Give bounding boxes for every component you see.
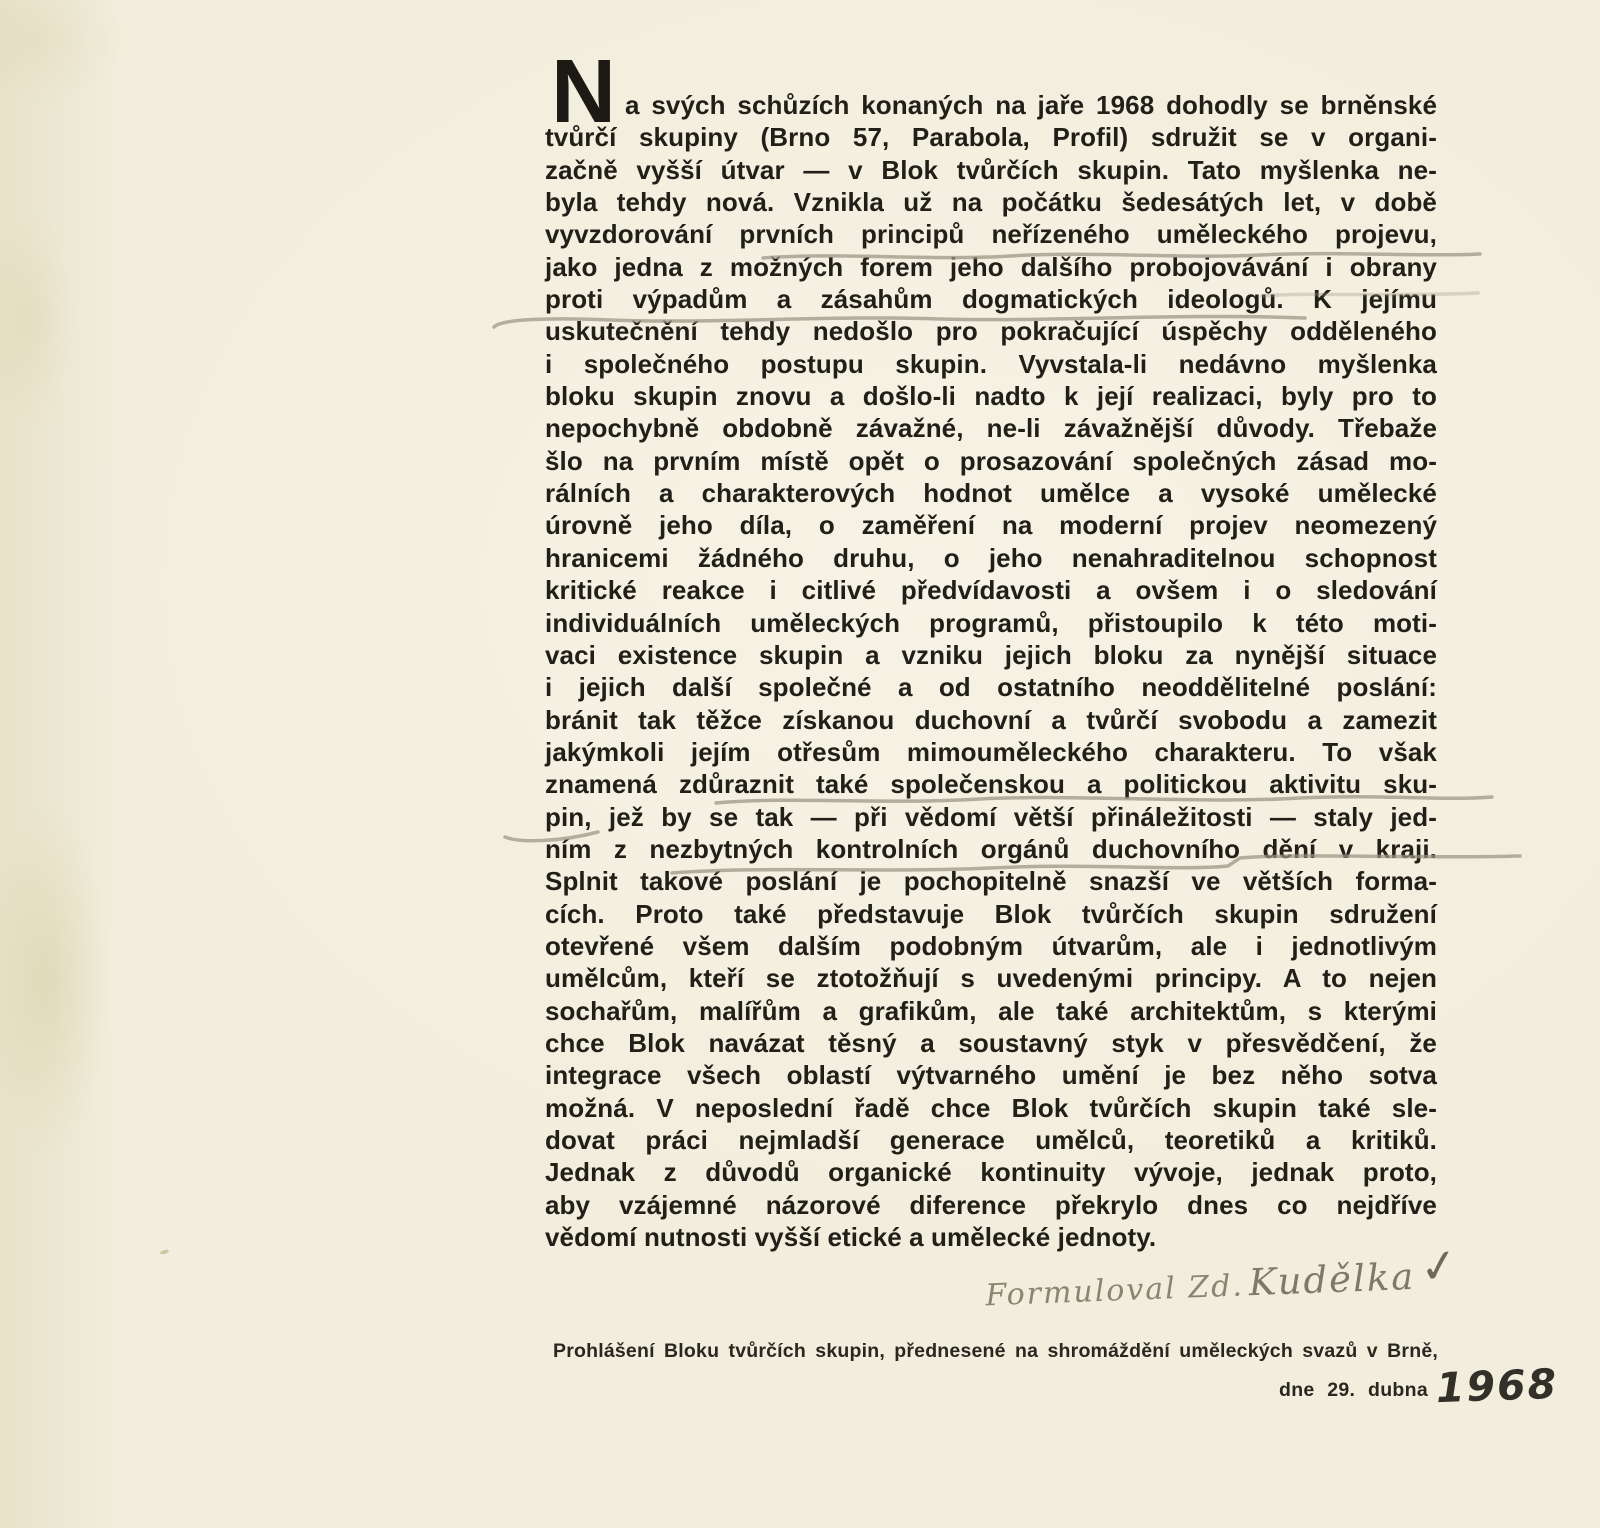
- text-line: rálních a charakterových hodnot umělce a vysoké umělecké: [545, 478, 1437, 509]
- text-line: dovat práci nejmladší generace umělců, teoretiků a kritiků.: [545, 1125, 1437, 1155]
- text-line: úrovně jeho díla, o zaměření na moderní projev neomezený: [545, 510, 1437, 541]
- text-line: a svých schůzích konaných na jaře 1968 dohodly se brněnské: [625, 90, 1437, 120]
- text-line: chce Blok navázat těsný a soustavný styk v přesvědčení, že: [545, 1027, 1437, 1058]
- checkmark-icon: ✓: [1416, 1236, 1463, 1296]
- text-line: otevřené všem dalším podobným útvarům, ale i jednotlivým: [545, 930, 1437, 961]
- text-line: Jednak z důvodů organické kontinuity vývoje, jednak proto,: [545, 1157, 1437, 1188]
- body-text-block: [545, 89, 1437, 1253]
- text-line: kritické reakce i citlivé předvídavosti a ovšem i o sledování: [545, 575, 1437, 606]
- text-line: hranicemi žádného druhu, o jeho nenahraditelnou schopnost: [545, 542, 1437, 573]
- text-line: aby vzájemné názorové diference překrylo dnes co nejdříve: [545, 1189, 1437, 1220]
- paper-speck: [160, 1249, 170, 1255]
- text-line: bránit tak těžce získanou duchovní a tvůrčí svobodu a zamezit: [545, 704, 1437, 735]
- text-line: znamená zdůraznit také společenskou a politickou aktivitu sku-: [545, 769, 1437, 800]
- text-line: bloku skupin znovu a došlo-li nadto k její realizaci, byly pro to: [545, 381, 1437, 412]
- handwritten-year: 1968: [1435, 1359, 1559, 1413]
- handwritten-note-name: Kudělka: [1247, 1254, 1417, 1305]
- text-line: vědomí nutnosti vyšší etické a umělecké jednoty.: [545, 1222, 1157, 1253]
- text-line: ním z nezbytných kontrolních orgánů duchovního dění v kraji.: [545, 833, 1437, 864]
- text-line: začně vyšší útvar — v Blok tvůrčích skupin. Tato myšlenka ne-: [545, 154, 1437, 185]
- text-line: cích. Proto také představuje Blok tvůrčích skupin sdružení: [545, 898, 1437, 929]
- text-line: proti výpadům a zásahům dogmatických ideologů. K jejímu: [545, 284, 1437, 315]
- text-line: Splnit takové poslání je pochopitelně snazší ve větších forma-: [545, 866, 1437, 897]
- footer-caption: Prohlášení Bloku tvůrčích skupin, přednesené na shromáždění uměleckých svazů v Brně,: [553, 1340, 1438, 1362]
- handwritten-note-prefix: Formuloval Zd.: [984, 1268, 1245, 1314]
- text-line: vaci existence skupin a vzniku jejich bloku za nynější situace: [545, 639, 1437, 670]
- text-line: umělcům, kteří se ztotožňují s uvedenými principy. A to nejen: [545, 963, 1437, 994]
- text-line: vyvzdorování prvních principů neřízeného uměleckého projevu,: [545, 219, 1437, 250]
- text-line: šlo na prvním místě opět o prosazování společných zásad mo-: [545, 445, 1437, 476]
- text-line: integrace všech oblastí výtvarného umění je bez něho sotva: [545, 1060, 1437, 1091]
- text-line: individuálních uměleckých programů, přistoupilo k této moti-: [545, 607, 1437, 638]
- text-line: byla tehdy nová. Vznikla už na počátku šedesátých let, v době: [545, 187, 1437, 218]
- drop-cap-letter: N: [551, 42, 614, 142]
- text-line: tvůrčí skupiny (Brno 57, Parabola, Profil) sdružit se v organi-: [545, 122, 1437, 153]
- text-line: nepochybně obdobně závažné, ne-li závažnější důvody. Třebaže: [545, 413, 1437, 444]
- footer-date: dne 29. dubna: [1278, 1379, 1428, 1401]
- text-line: i společného postupu skupin. Vyvstala-li nedávno myšlenka: [545, 348, 1437, 379]
- text-line: možná. V neposlední řadě chce Blok tvůrčích skupin také sle-: [545, 1092, 1437, 1123]
- text-line: uskutečnění tehdy nedošlo pro pokračující úspěchy odděleného: [545, 316, 1437, 347]
- text-line: i jejich další společné a od ostatního neoddělitelné poslání:: [545, 672, 1437, 703]
- text-line: jako jedna z možných forem jeho dalšího probojovávání i obrany: [545, 251, 1437, 282]
- text-line: jakýmkoli jejím otřesům mimouměleckého charakteru. To však: [545, 736, 1437, 767]
- text-line: sochařům, malířům a grafikům, ale také architektům, s kterými: [545, 995, 1437, 1026]
- text-line: pin, jež by se tak — při vědomí větší přináležitosti — staly jed-: [545, 801, 1437, 832]
